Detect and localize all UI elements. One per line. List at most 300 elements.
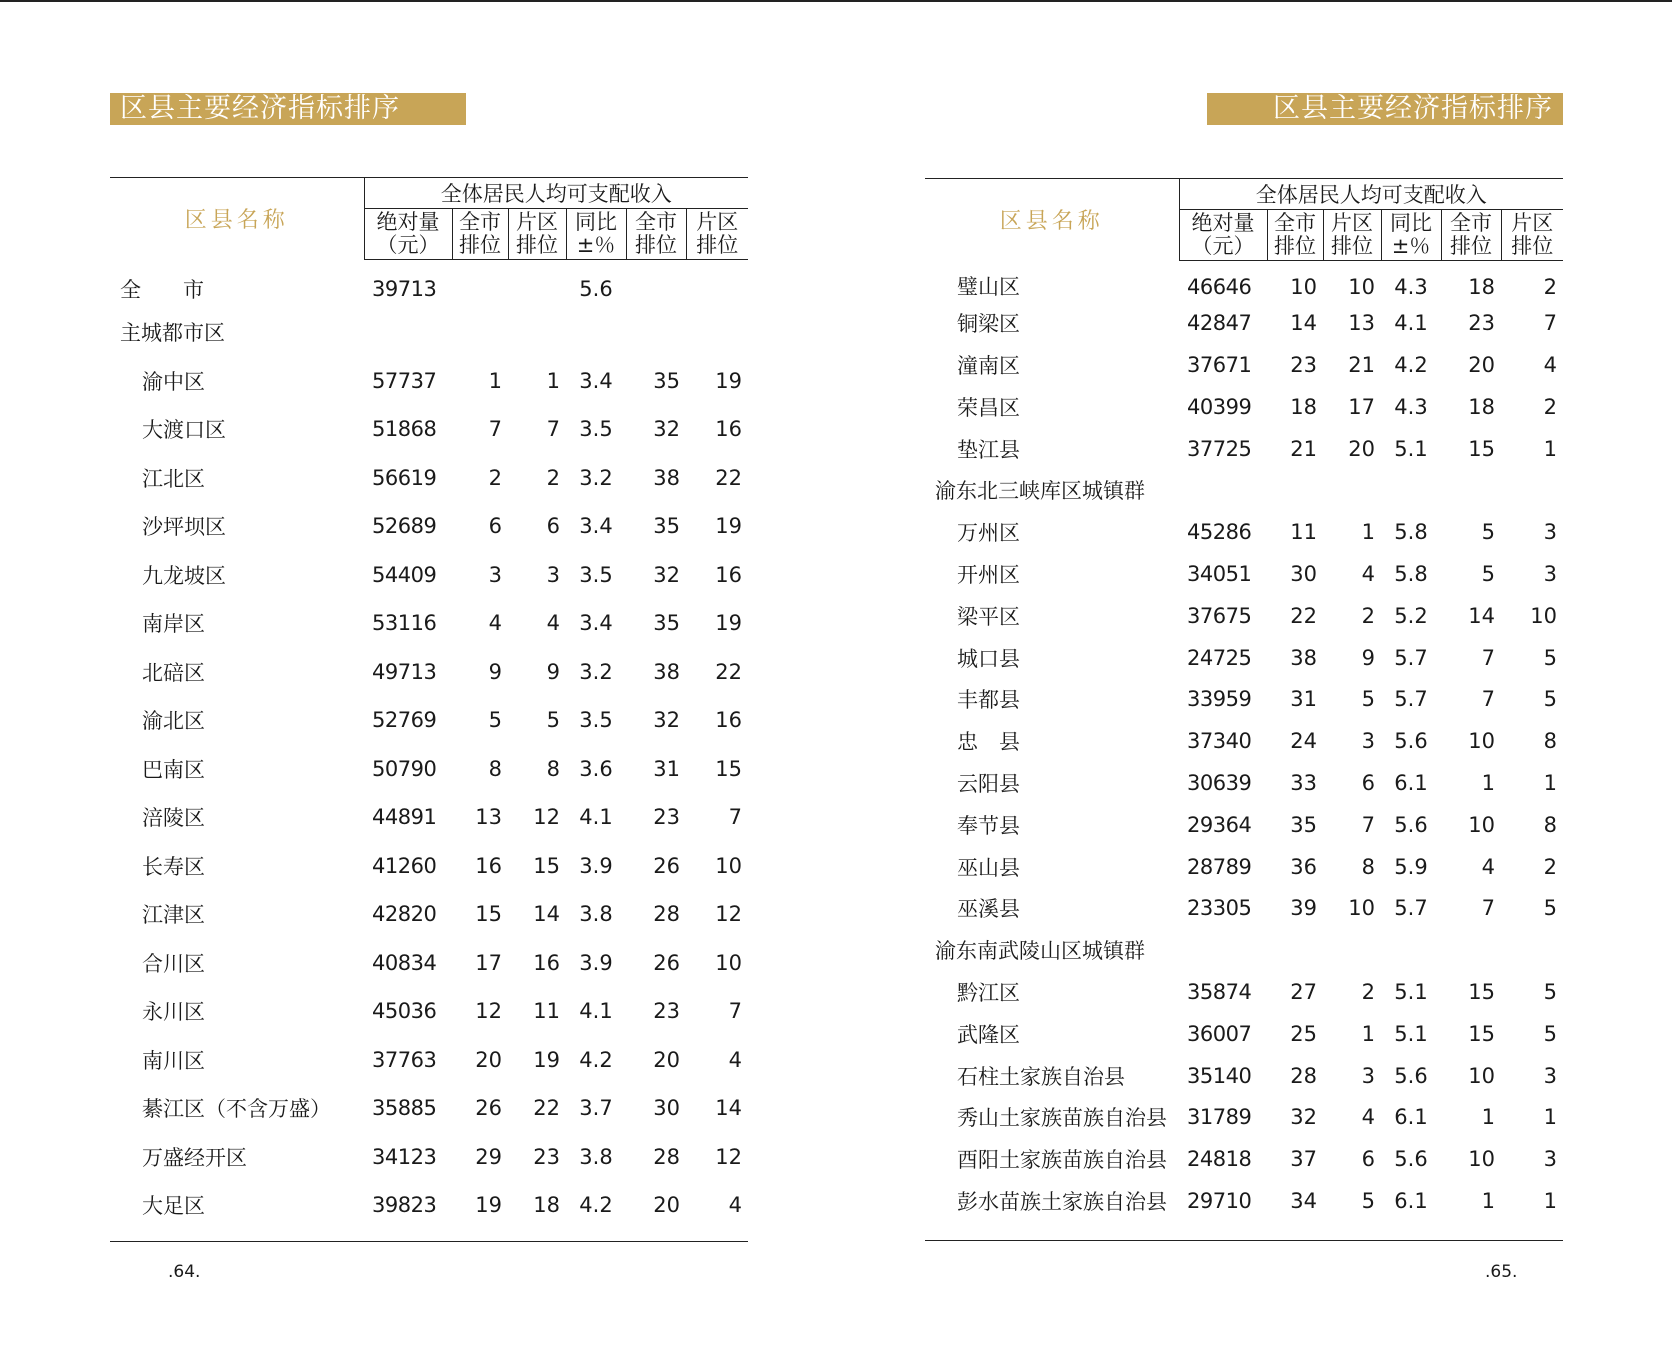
table-row <box>925 887 1563 929</box>
cell-district-name: 沙坪坝区 <box>142 515 226 540</box>
cell-yoy: 4.2 <box>579 1193 613 1218</box>
cell-city-rank: 22 <box>1290 603 1317 628</box>
cell-absolute: 37675 <box>1187 603 1252 628</box>
cell-region-rank: 14 <box>533 902 560 927</box>
cell-absolute: 40834 <box>372 950 437 975</box>
cell-yoy-city-rank: 7 <box>1481 687 1495 712</box>
cell-district-name: 主城都市区 <box>120 321 225 346</box>
cell-district-name: 江津区 <box>142 903 205 928</box>
cell-absolute: 33959 <box>1187 687 1252 712</box>
cell-yoy: 4.3 <box>1394 274 1428 299</box>
cell-yoy-city-rank: 10 <box>1468 1147 1495 1172</box>
cell-yoy-region-rank: 5 <box>1543 896 1558 921</box>
cell-region-rank <box>508 308 566 357</box>
table-row <box>925 511 1563 553</box>
table-group-row <box>925 929 1563 971</box>
cell-absolute: 35140 <box>1187 1063 1252 1088</box>
cell-yoy: 6.1 <box>1394 770 1428 795</box>
cell-absolute: 41260 <box>372 853 437 878</box>
table-row <box>110 1084 748 1133</box>
table-group-row <box>925 469 1563 511</box>
table-row <box>925 1180 1563 1222</box>
table-row <box>110 842 748 891</box>
cell-city-rank: 4 <box>488 611 502 636</box>
cell-absolute: 49713 <box>372 659 437 684</box>
cell-city-rank <box>452 308 508 357</box>
cell-region-rank: 16 <box>533 950 560 975</box>
cell-yoy-region-rank: 16 <box>715 417 743 442</box>
table-row <box>110 1181 748 1230</box>
cell-city-rank: 30 <box>1290 561 1317 586</box>
cell-district-name: 全 市 <box>120 277 204 302</box>
cell-yoy-region-rank: 3 <box>1543 520 1558 545</box>
cell-region-rank: 6 <box>1361 1147 1375 1172</box>
cell-city-rank: 17 <box>475 950 502 975</box>
cell-yoy-region-rank: 22 <box>715 659 743 684</box>
cell-district-name: 南岸区 <box>142 612 205 637</box>
cell-yoy-city-rank: 23 <box>653 999 680 1024</box>
cell-yoy-region-rank: 19 <box>715 611 743 636</box>
bottom-rule <box>925 1240 1563 1241</box>
cell-yoy: 4.2 <box>579 1047 613 1072</box>
cell-yoy <box>1381 929 1441 971</box>
cell-yoy-region-rank <box>1501 929 1563 971</box>
cell-district-name: 武隆区 <box>957 1022 1020 1047</box>
cell-district-name: 巫山县 <box>957 855 1020 880</box>
cell-region-rank: 5 <box>1361 1188 1375 1213</box>
cell-region-rank: 2 <box>546 465 560 490</box>
top-border <box>0 0 1672 2</box>
cell-yoy-city-rank <box>1441 469 1501 511</box>
cell-city-rank: 5 <box>488 708 502 733</box>
cell-yoy-city-rank: 26 <box>653 950 680 975</box>
table-row <box>110 890 748 939</box>
cell-city-rank: 10 <box>1290 274 1317 299</box>
cell-region-rank: 17 <box>1348 394 1375 419</box>
cell-yoy-city-rank: 32 <box>653 708 680 733</box>
cell-yoy <box>1381 469 1441 511</box>
cell-district-name: 奉节县 <box>957 813 1020 838</box>
cell-yoy-city-rank: 32 <box>653 417 680 442</box>
cell-district-name: 大渡口区 <box>142 418 226 443</box>
col-yoy-header: 同比 ±％ <box>566 209 626 260</box>
col-absolute-header: 绝对量 （元） <box>1179 210 1267 261</box>
table-header <box>110 178 748 260</box>
table-row <box>110 987 748 1036</box>
cell-yoy-city-rank: 32 <box>653 562 680 587</box>
cell-district-name: 渝北区 <box>142 709 205 734</box>
cell-yoy-region-rank: 12 <box>715 1144 743 1169</box>
cell-city-rank: 33 <box>1290 770 1317 795</box>
cell-region-rank: 23 <box>533 1144 560 1169</box>
table-row <box>925 762 1563 804</box>
cell-city-rank: 7 <box>488 417 502 442</box>
table-row <box>925 971 1563 1013</box>
cell-yoy-city-rank: 23 <box>653 805 680 830</box>
cell-absolute: 28789 <box>1187 854 1252 879</box>
cell-district-name: 綦江区（不含万盛） <box>142 1097 331 1122</box>
table-row <box>925 302 1563 344</box>
cell-yoy-region-rank: 5 <box>1543 645 1558 670</box>
cell-district-name: 九龙坡区 <box>142 563 226 588</box>
cell-yoy: 5.8 <box>1394 520 1428 545</box>
cell-region-rank: 12 <box>533 805 560 830</box>
cell-district-name: 忠 县 <box>957 730 1020 755</box>
cell-district-name: 黔江区 <box>957 980 1020 1005</box>
cell-absolute: 45286 <box>1187 520 1252 545</box>
cell-region-rank: 13 <box>1348 311 1375 336</box>
cell-yoy-region-rank: 1 <box>1543 1105 1558 1130</box>
cell-region-rank: 3 <box>546 562 560 587</box>
cell-yoy-city-rank: 30 <box>653 1096 680 1121</box>
table-header <box>925 179 1563 261</box>
cell-absolute: 52769 <box>372 708 437 733</box>
cell-yoy-region-rank: 19 <box>715 368 743 393</box>
cell-absolute: 37763 <box>372 1047 437 1072</box>
cell-yoy-region-rank: 4 <box>1543 352 1558 377</box>
cell-yoy: 5.7 <box>1394 645 1428 670</box>
cell-yoy-city-rank: 10 <box>1468 812 1495 837</box>
cell-city-rank: 12 <box>475 999 502 1024</box>
table-row <box>110 793 748 842</box>
table-row <box>110 405 748 454</box>
cell-city-rank: 23 <box>1290 352 1317 377</box>
cell-yoy: 5.2 <box>1394 603 1428 628</box>
district-name-header: 区县名称 <box>110 178 364 260</box>
cell-district-name: 城口县 <box>957 646 1020 671</box>
income-table <box>110 177 748 1230</box>
cell-yoy-city-rank: 15 <box>1468 979 1495 1004</box>
cell-yoy: 4.1 <box>579 805 613 830</box>
cell-absolute <box>364 308 452 357</box>
cell-yoy: 5.7 <box>1394 896 1428 921</box>
cell-yoy-city-rank: 38 <box>653 465 680 490</box>
table-body <box>925 261 1563 1222</box>
cell-absolute: 36007 <box>1187 1021 1252 1046</box>
col-yoy-region-rank-header: 片区 排位 <box>1501 210 1563 261</box>
table-row <box>925 1096 1563 1138</box>
cell-district-name: 永川区 <box>142 1000 205 1025</box>
cell-city-rank: 13 <box>475 805 502 830</box>
cell-district-name: 长寿区 <box>142 854 205 879</box>
cell-region-rank: 10 <box>1348 896 1375 921</box>
cell-district-name: 垫江县 <box>957 437 1020 462</box>
cell-absolute: 24818 <box>1187 1147 1252 1172</box>
cell-district-name: 丰都县 <box>957 688 1020 713</box>
col-yoy-city-rank-header: 全市 排位 <box>1441 210 1501 261</box>
cell-district-name: 大足区 <box>142 1194 205 1219</box>
cell-yoy: 3.5 <box>579 562 613 587</box>
col-absolute-header: 绝对量 （元） <box>364 209 452 260</box>
cell-yoy: 5.6 <box>1394 729 1428 754</box>
cell-district-name: 北碚区 <box>142 660 205 685</box>
cell-district-name: 南川区 <box>142 1048 205 1073</box>
cell-absolute: 53116 <box>372 611 437 636</box>
cell-region-rank: 5 <box>546 708 560 733</box>
cell-yoy-city-rank: 28 <box>653 902 680 927</box>
cell-city-rank: 2 <box>488 465 502 490</box>
cell-region-rank: 21 <box>1348 352 1375 377</box>
cell-region-rank: 20 <box>1348 436 1375 461</box>
table-row <box>110 696 748 745</box>
cell-yoy-city-rank: 35 <box>653 514 680 539</box>
col-yoy-city-rank-header: 全市 排位 <box>626 209 686 260</box>
cell-yoy-region-rank: 3 <box>1543 1147 1558 1172</box>
cell-absolute: 34051 <box>1187 561 1252 586</box>
cell-yoy-region-rank: 10 <box>715 950 743 975</box>
cell-district-name: 江北区 <box>142 466 205 491</box>
cell-city-rank: 38 <box>1290 645 1317 670</box>
cell-absolute <box>1179 469 1267 511</box>
cell-yoy-region-rank <box>1501 469 1563 511</box>
page-title-banner: 区县主要经济指标排序 <box>110 93 466 125</box>
cell-yoy-region-rank <box>686 308 748 357</box>
col-region-rank-header: 片区 排位 <box>1323 210 1381 261</box>
cell-absolute: 42847 <box>1187 311 1252 336</box>
cell-yoy-city-rank: 31 <box>653 756 680 781</box>
cell-yoy: 3.5 <box>579 417 613 442</box>
cell-district-name: 渝中区 <box>142 369 205 394</box>
cell-yoy-city-rank: 4 <box>1481 854 1495 879</box>
cell-yoy-region-rank <box>686 260 748 309</box>
income-group-header: 全体居民人均可支配收入 <box>364 178 748 209</box>
cell-region-rank: 1 <box>546 368 560 393</box>
col-city-rank-header: 全市 排位 <box>452 209 508 260</box>
cell-district-name: 万盛经开区 <box>142 1145 247 1170</box>
cell-yoy: 4.1 <box>1394 311 1428 336</box>
cell-district-name: 开州区 <box>957 562 1020 587</box>
cell-district-name: 万州区 <box>957 521 1020 546</box>
income-group-header: 全体居民人均可支配收入 <box>1179 179 1563 210</box>
cell-yoy-region-rank: 5 <box>1543 1021 1558 1046</box>
cell-region-rank: 5 <box>1361 687 1375 712</box>
col-yoy-region-rank-header: 片区 排位 <box>686 209 748 260</box>
cell-city-rank: 34 <box>1290 1188 1317 1213</box>
cell-city-rank <box>452 260 508 309</box>
cell-city-rank: 32 <box>1290 1105 1317 1130</box>
cell-region-rank: 22 <box>533 1096 560 1121</box>
cell-region-rank: 2 <box>1361 979 1375 1004</box>
cell-region-rank: 1 <box>1361 520 1375 545</box>
cell-yoy-region-rank: 16 <box>715 562 743 587</box>
cell-yoy-region-rank: 15 <box>715 756 743 781</box>
cell-absolute: 37725 <box>1187 436 1252 461</box>
cell-yoy-region-rank: 7 <box>728 805 743 830</box>
cell-yoy-region-rank: 19 <box>715 514 743 539</box>
cell-absolute: 46646 <box>1187 274 1252 299</box>
cell-district-name: 秀山土家族苗族自治县 <box>957 1106 1167 1131</box>
cell-yoy-city-rank: 1 <box>1481 770 1495 795</box>
cell-absolute: 30639 <box>1187 770 1252 795</box>
cell-yoy-city-rank: 7 <box>1481 896 1495 921</box>
cell-absolute: 42820 <box>372 902 437 927</box>
col-city-rank-header: 全市 排位 <box>1267 210 1323 261</box>
cell-yoy-city-rank <box>626 260 686 309</box>
cell-region-rank: 8 <box>1361 854 1375 879</box>
cell-city-rank: 37 <box>1290 1147 1317 1172</box>
cell-yoy-region-rank: 2 <box>1543 274 1558 299</box>
table-row <box>925 553 1563 595</box>
cell-absolute: 23305 <box>1187 896 1252 921</box>
cell-region-rank: 15 <box>533 853 560 878</box>
cell-yoy-city-rank: 7 <box>1481 645 1495 670</box>
cell-yoy-city-rank: 35 <box>653 368 680 393</box>
cell-city-rank: 21 <box>1290 436 1317 461</box>
cell-region-rank: 3 <box>1361 1063 1375 1088</box>
cell-yoy: 5.1 <box>1394 1021 1428 1046</box>
cell-district-name: 璧山区 <box>957 275 1020 300</box>
cell-city-rank: 29 <box>475 1144 502 1169</box>
cell-absolute: 39713 <box>372 277 437 301</box>
cell-district-name: 合川区 <box>142 951 205 976</box>
cell-absolute <box>1179 929 1267 971</box>
cell-yoy-city-rank <box>626 308 686 357</box>
cell-absolute: 56619 <box>372 465 437 490</box>
cell-yoy-region-rank: 12 <box>715 902 743 927</box>
cell-region-rank: 7 <box>1361 812 1375 837</box>
col-yoy-header: 同比 ±％ <box>1381 210 1441 261</box>
table-row <box>925 1013 1563 1055</box>
cell-region-rank: 4 <box>546 611 560 636</box>
table-row <box>110 454 748 503</box>
cell-yoy-region-rank: 5 <box>1543 979 1558 1004</box>
cell-absolute: 29710 <box>1187 1188 1252 1213</box>
table-row <box>925 1055 1563 1097</box>
cell-city-rank: 26 <box>475 1096 502 1121</box>
cell-yoy-city-rank: 1 <box>1481 1188 1495 1213</box>
table-row <box>925 846 1563 888</box>
cell-yoy: 5.1 <box>1394 979 1428 1004</box>
cell-yoy: 5.6 <box>1394 812 1428 837</box>
table-row <box>110 745 748 794</box>
cell-absolute: 31789 <box>1187 1105 1252 1130</box>
cell-yoy: 3.4 <box>579 611 613 636</box>
cell-district-name: 巴南区 <box>142 757 205 782</box>
cell-district-name: 铜梁区 <box>957 312 1020 337</box>
cell-yoy: 5.6 <box>1394 1063 1428 1088</box>
cell-yoy: 3.2 <box>579 465 613 490</box>
cell-yoy-city-rank: 20 <box>1468 352 1495 377</box>
cell-district-name: 荣昌区 <box>957 395 1020 420</box>
cell-region-rank <box>1323 929 1381 971</box>
table-row <box>925 595 1563 637</box>
table-row <box>110 648 748 697</box>
cell-region-rank: 6 <box>1361 770 1375 795</box>
cell-region-rank <box>1323 469 1381 511</box>
table-row <box>110 599 748 648</box>
cell-region-rank: 11 <box>533 999 560 1024</box>
cell-city-rank <box>1267 469 1323 511</box>
cell-region-rank: 3 <box>1361 729 1375 754</box>
cell-yoy: 4.1 <box>579 999 613 1024</box>
cell-city-rank <box>1267 929 1323 971</box>
cell-absolute: 24725 <box>1187 645 1252 670</box>
cell-yoy-city-rank: 15 <box>1468 436 1495 461</box>
cell-city-rank: 39 <box>1290 896 1317 921</box>
cell-region-rank: 4 <box>1361 561 1375 586</box>
cell-yoy: 3.4 <box>579 514 613 539</box>
cell-absolute: 51868 <box>372 417 437 442</box>
cell-yoy-region-rank: 4 <box>728 1193 743 1218</box>
table-row <box>925 344 1563 386</box>
cell-yoy: 5.6 <box>1394 1147 1428 1172</box>
cell-absolute: 50790 <box>372 756 437 781</box>
cell-yoy: 5.1 <box>1394 436 1428 461</box>
cell-yoy-city-rank: 18 <box>1468 394 1495 419</box>
cell-yoy-region-rank: 1 <box>1543 770 1558 795</box>
cell-yoy-region-rank: 7 <box>1543 311 1558 336</box>
cell-region-rank: 10 <box>1348 274 1375 299</box>
cell-region-rank: 18 <box>533 1193 560 1218</box>
bottom-rule <box>110 1241 748 1242</box>
cell-district-name: 梁平区 <box>957 604 1020 629</box>
table-group-row <box>110 308 748 357</box>
cell-absolute: 44891 <box>372 805 437 830</box>
cell-city-rank: 20 <box>475 1047 502 1072</box>
cell-region-rank: 8 <box>546 756 560 781</box>
cell-region-rank: 9 <box>1361 645 1375 670</box>
cell-yoy: 6.1 <box>1394 1105 1428 1130</box>
cell-yoy-region-rank: 4 <box>728 1047 743 1072</box>
cell-yoy-region-rank: 10 <box>1530 603 1558 628</box>
cell-yoy: 6.1 <box>1394 1188 1428 1213</box>
cell-yoy: 3.8 <box>579 1144 613 1169</box>
cell-yoy-region-rank: 3 <box>1543 561 1558 586</box>
cell-yoy: 5.6 <box>579 277 613 301</box>
cell-yoy-city-rank: 28 <box>653 1144 680 1169</box>
cell-region-rank: 1 <box>1361 1021 1375 1046</box>
cell-yoy-city-rank: 14 <box>1468 603 1495 628</box>
cell-city-rank: 6 <box>488 514 502 539</box>
cell-yoy: 5.8 <box>1394 561 1428 586</box>
cell-region-rank: 4 <box>1361 1105 1375 1130</box>
cell-yoy: 3.5 <box>579 708 613 733</box>
cell-city-rank: 24 <box>1290 729 1317 754</box>
cell-yoy <box>566 308 626 357</box>
cell-district-name: 渝东北三峡库区城镇群 <box>935 479 1145 504</box>
cell-district-name: 渝东南武陵山区城镇群 <box>935 939 1145 964</box>
cell-city-rank: 14 <box>1290 311 1317 336</box>
cell-yoy-city-rank: 26 <box>653 853 680 878</box>
page-title-banner: 区县主要经济指标排序 <box>1207 93 1563 125</box>
cell-yoy-region-rank: 1 <box>1543 1188 1558 1213</box>
cell-city-rank: 25 <box>1290 1021 1317 1046</box>
cell-district-name: 巫溪县 <box>957 897 1020 922</box>
cell-city-rank: 36 <box>1290 854 1317 879</box>
table-row <box>110 502 748 551</box>
cell-region-rank: 19 <box>533 1047 560 1072</box>
cell-city-rank: 15 <box>475 902 502 927</box>
cell-region-rank: 9 <box>546 659 560 684</box>
cell-yoy-city-rank: 5 <box>1481 520 1495 545</box>
page-number: .65. <box>1485 1262 1518 1282</box>
cell-absolute: 54409 <box>372 562 437 587</box>
cell-yoy-region-rank: 14 <box>715 1096 743 1121</box>
cell-yoy-region-rank: 7 <box>728 999 743 1024</box>
cell-yoy: 4.2 <box>1394 352 1428 377</box>
cell-yoy-city-rank: 38 <box>653 659 680 684</box>
cell-district-name: 彭水苗族土家族自治县 <box>957 1189 1167 1214</box>
cell-yoy-region-rank: 5 <box>1543 687 1558 712</box>
cell-yoy: 3.7 <box>579 1096 613 1121</box>
cell-district-name: 潼南区 <box>957 353 1020 378</box>
table-row <box>925 678 1563 720</box>
cell-yoy-region-rank: 22 <box>715 465 743 490</box>
cell-yoy-region-rank: 16 <box>715 708 743 733</box>
table-row <box>110 1133 748 1182</box>
cell-yoy-city-rank: 10 <box>1468 1063 1495 1088</box>
cell-absolute: 45036 <box>372 999 437 1024</box>
